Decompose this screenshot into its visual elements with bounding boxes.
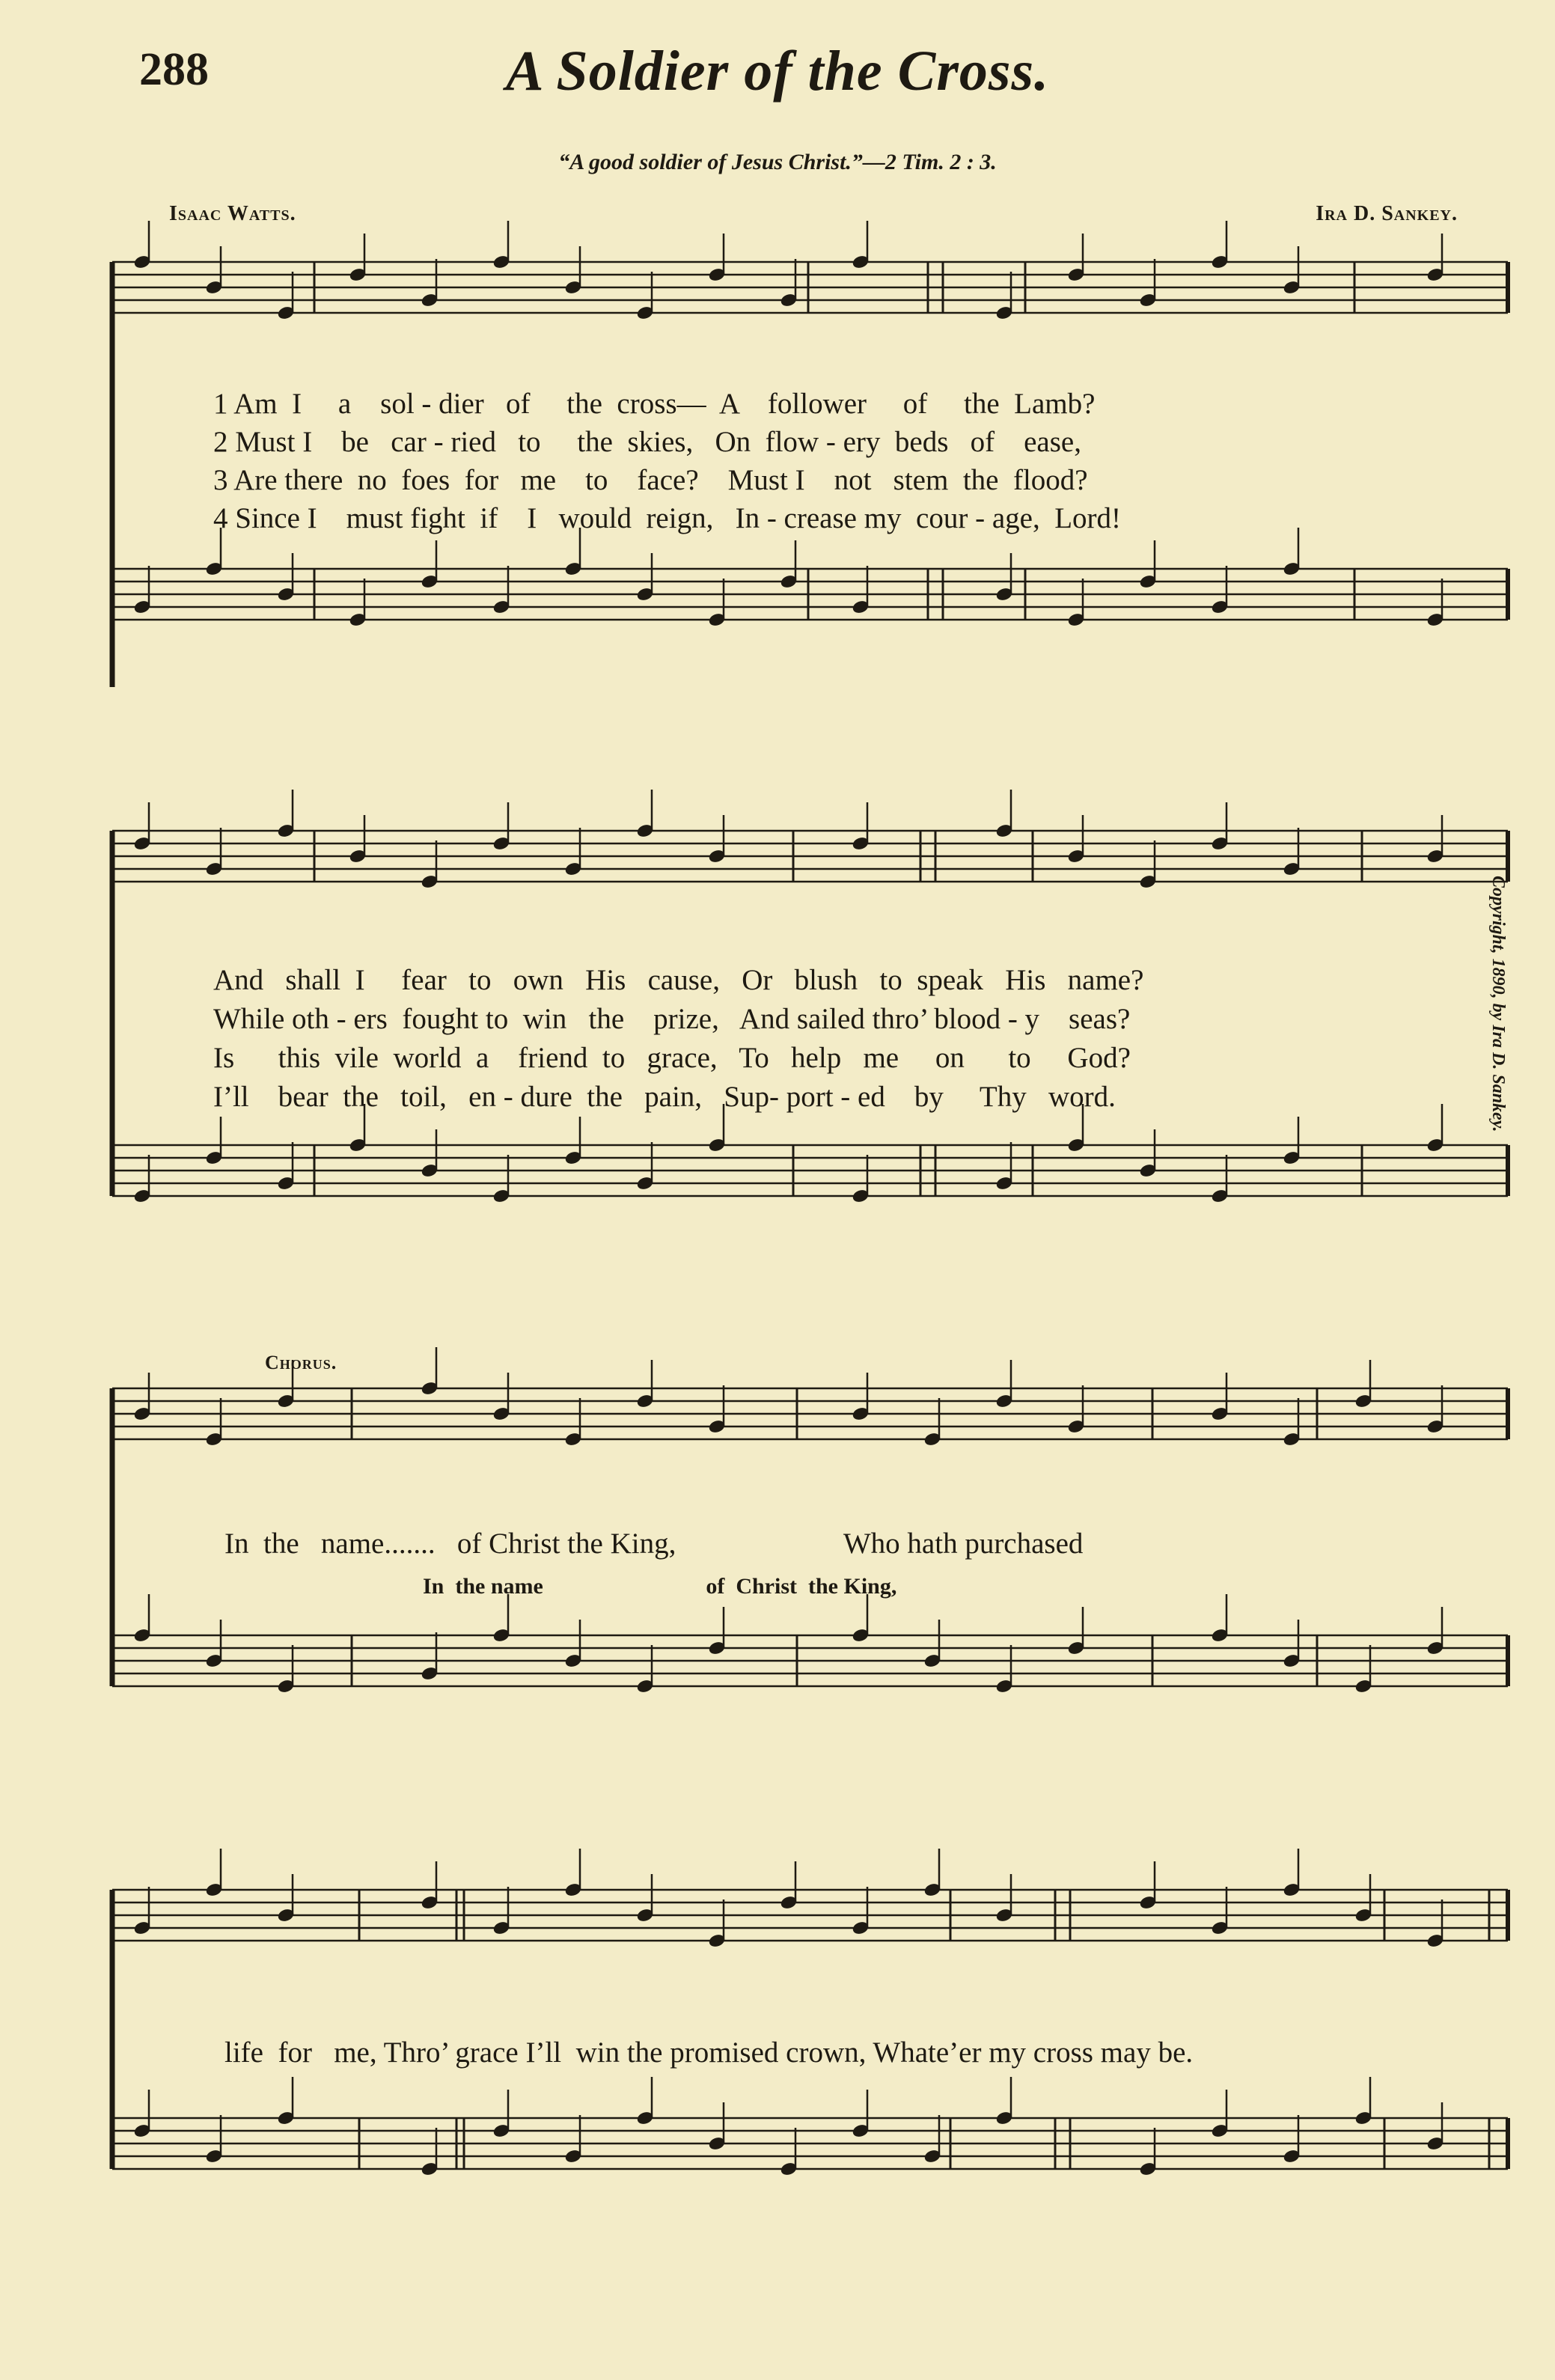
verse-2-line-2: While oth - ers fought to win the prize, And sailed thro’ blood - y seas? [213,1003,1131,1035]
verse-3-line-1: 3 Are there no foes for me to face? Must I not stem the flood? [213,464,1088,496]
chorus-response: In the name of Christ the King, [423,1574,897,1599]
composer-credit: Ira D. Sankey. [1316,202,1458,225]
lyricist-credit: Isaac Watts. [169,202,296,225]
page-number: 288 [139,44,209,95]
hymn-title: A Soldier of the Cross. [505,40,1050,103]
verse-2-line-1: 2 Must I be car - ried to the skies, On flow - ery beds of ease, [213,426,1081,458]
verse-1-line-1: 1 Am I a sol - dier of the cross— A follower of the Lamb? [213,388,1096,420]
verse-1-line-2: And shall I fear to own His cause, Or blush to speak His name? [213,964,1144,996]
copyright-notice: Copyright, 1890, by Ira D. Sankey. [1488,876,1508,1132]
scripture-epigraph: “A good soldier of Jesus Christ.”—2 Tim. 2 : 3. [558,150,997,174]
verse-3-line-2: Is this vile world a friend to grace, To help me on to God? [213,1042,1131,1074]
verse-4-line-1: 4 Since I must fight if I would reign, In - crease my cour - age, Lord! [213,502,1121,534]
chorus-line-1: In the name....... of Christ the King, Who hath purchased [224,1528,1084,1560]
chorus-label: Chorus. [265,1352,337,1373]
verse-4-line-2: I’ll bear the toil, en - dure the pain, Sup- port - ed by Thy word. [213,1081,1116,1113]
chorus-line-2: life for me, Thro’ grace I’ll win the promised crown, Whate’er my cross may be. [224,2036,1194,2069]
